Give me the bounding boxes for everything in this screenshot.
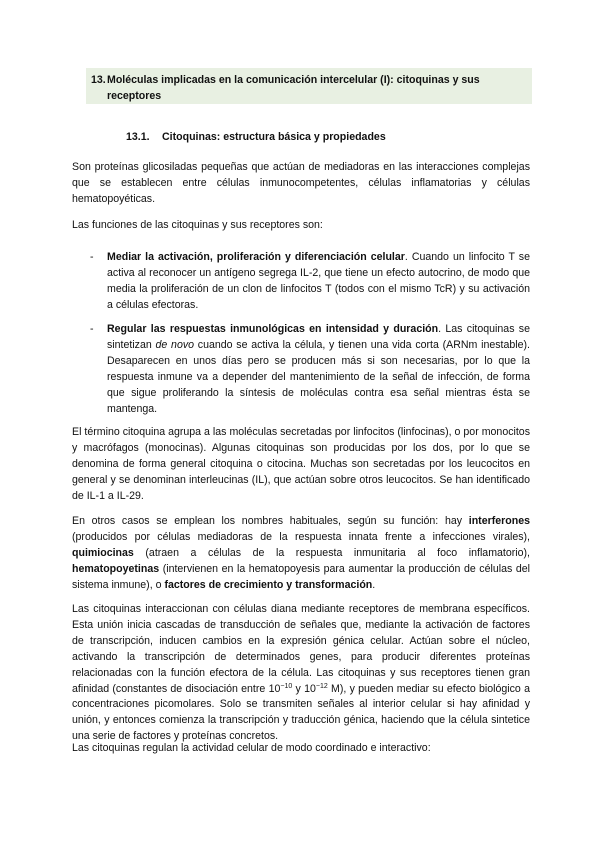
bullet-italic-de-novo: de novo [155,338,195,351]
section-number: 13. [91,74,106,86]
paragraph-cytokine-term: El término citoquina agrupa a las moléculas secretadas por linfocitos (linfocinas), o por monocitos y macrófagos (monocinas). Algunas citoquinas son producidas por los dos, por lo que se denomina de forma general citoquina o citocina. Muchas son secretadas por los leucocitos en general y se denominan interleucinas (IL), que actúan sobre otros leucocitos. Se han identificado de IL-1 a IL-29. [72,426,530,502]
p5-exponent-1: −10 [280,682,293,690]
p4-bold-hematopoyetinas: hematopoyetinas [72,562,160,575]
p4-bold-quimiocinas: quimiocinas [72,546,134,559]
paragraph-definition: Son proteínas glicosiladas pequeñas que actúan de mediadoras en las interacciones complejas que se establecen entre células inmunocompetentes, células inflamatorias y células hematopoyéticas. [72,161,530,205]
section-title-line1: Moléculas implicadas en la comunicación intercelular (I): citoquinas y sus [107,74,480,86]
paragraph-coordinated-activity: Las citoquinas regulan la actividad celular de modo coordinado e interactivo: [72,742,431,754]
bullet-item-regulation [90,322,530,417]
p4-text-1: En otros casos se emplean los nombres habituales, según su función: hay [72,515,469,527]
bullet-text-activation: . Cuando un linfocito T se activa al reconocer un antígeno segrega IL-2, que tiene un efecto autocrino, de modo que media la proliferación de un clon de linfocitos T (todos con el mismo TcR) y su activación a células efectoras. [107,251,530,311]
bullet-item-activation [90,250,530,314]
bullet-dash: - [90,251,94,263]
p5-exponent-2: −12 [315,682,328,690]
bullet-dash: - [90,323,94,335]
paragraph-functions-intro: Las funciones de las citoquinas y sus receptores son: [72,219,323,231]
paragraph-receptor-interaction [72,602,530,745]
p5-text-1: Las citoquinas interaccionan con células diana mediante receptores de membrana específicos. Esta unión inicia cascadas de transducción de señales que, mediante la activación de factores de transcripción, inducen cambios en la expresión génica celular. Actúan sobre el núcleo, activando la transcripción de determinados genes, para producir diferentes proteínas relacionadas con la función efectora de la célula. Las citoquinas y sus receptores tienen gran afinidad (constantes de disociación entre 10 [72,603,530,695]
subsection-title: Citoquinas: estructura básica y propiedades [162,131,386,143]
subsection-heading [126,130,386,144]
section-heading [91,72,529,104]
p4-text-5: . [372,578,376,591]
p5-text-3: M), y pueden mediar su efecto biológico a concentraciones picomolares. Solo se transmiten señales al interior celular si hay afinidad y unión, y entonces comienza la transcripción y traducción génica, haciendo que la célula sintetice una serie de factores y proteínas concretos. [72,682,530,743]
p4-bold-interferones: interferones [468,515,530,527]
p5-text-2: y 10 [292,682,316,695]
p4-text-2: (producidos por células mediadoras de la respuesta innata frente a infecciones virales), [72,530,530,543]
p4-bold-factores: factores de crecimiento y transformación [164,578,373,591]
bullet-bold-regulation: Regular las respuestas inmunológicas en intensidad y duración [107,323,439,335]
subsection-number: 13.1. [126,131,150,143]
p4-text-3: (atraen a células de la respuesta inmunitaria al foco inflamatorio), [133,546,530,559]
bullet-bold-activation: Mediar la activación, proliferación y diferenciación celular [107,251,405,263]
bullet-text-regulation-b: cuando se activa la célula, y tienen una vida corta (ARNm inestable). Desaparecen en unos días pero se producen más si son necesarias, por lo que la respuesta inmune va a depender del mantenimiento de la señal de infección, de forma que sigue proliferando la síntesis de moléculas contra esa señal mientras ésta se mantenga. [107,338,530,415]
paragraph-cytokine-names [72,514,530,594]
section-title-line2: receptores [107,90,162,102]
p4-text-4: (intervienen en la hematopoyesis para aumentar la producción de células del sistema inmune), o [72,562,530,591]
bullet-text-regulation-a: . Las citoquinas se sintetizan [107,323,530,351]
